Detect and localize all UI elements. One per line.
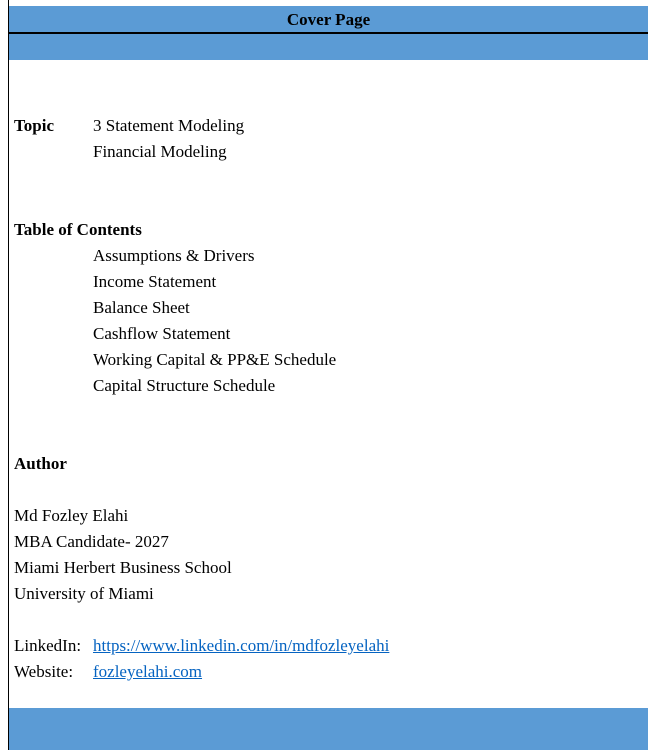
topic-item: 3 Statement Modeling: [93, 116, 245, 135]
author-label: Author: [14, 454, 67, 473]
toc-item: Capital Structure Schedule: [93, 376, 276, 395]
website-link[interactable]: fozleyelahi.com: [93, 662, 203, 681]
toc-item: Assumptions & Drivers: [93, 246, 255, 265]
toc-item: Working Capital & PP&E Schedule: [93, 350, 337, 369]
author-line: Miami Herbert Business School: [14, 558, 232, 577]
topic-item: Financial Modeling: [93, 142, 227, 161]
sheet-left-border: [8, 0, 9, 750]
page-title: Cover Page: [9, 6, 648, 34]
author-line: University of Miami: [14, 584, 154, 603]
toc-item: Cashflow Statement: [93, 324, 231, 343]
toc-label: Table of Contents: [14, 220, 142, 239]
toc-item: Balance Sheet: [93, 298, 190, 317]
topic-label: Topic: [14, 116, 55, 135]
website-label: Website:: [14, 662, 74, 681]
author-line: Md Fozley Elahi: [14, 506, 129, 525]
toc-item: Income Statement: [93, 272, 217, 291]
header-sub-bar: [9, 34, 648, 60]
linkedin-link[interactable]: https://www.linkedin.com/in/mdfozleyelahi: [93, 636, 390, 655]
author-line: MBA Candidate- 2027: [14, 532, 169, 551]
footer-bar: [9, 708, 648, 750]
linkedin-label: LinkedIn:: [14, 636, 82, 655]
